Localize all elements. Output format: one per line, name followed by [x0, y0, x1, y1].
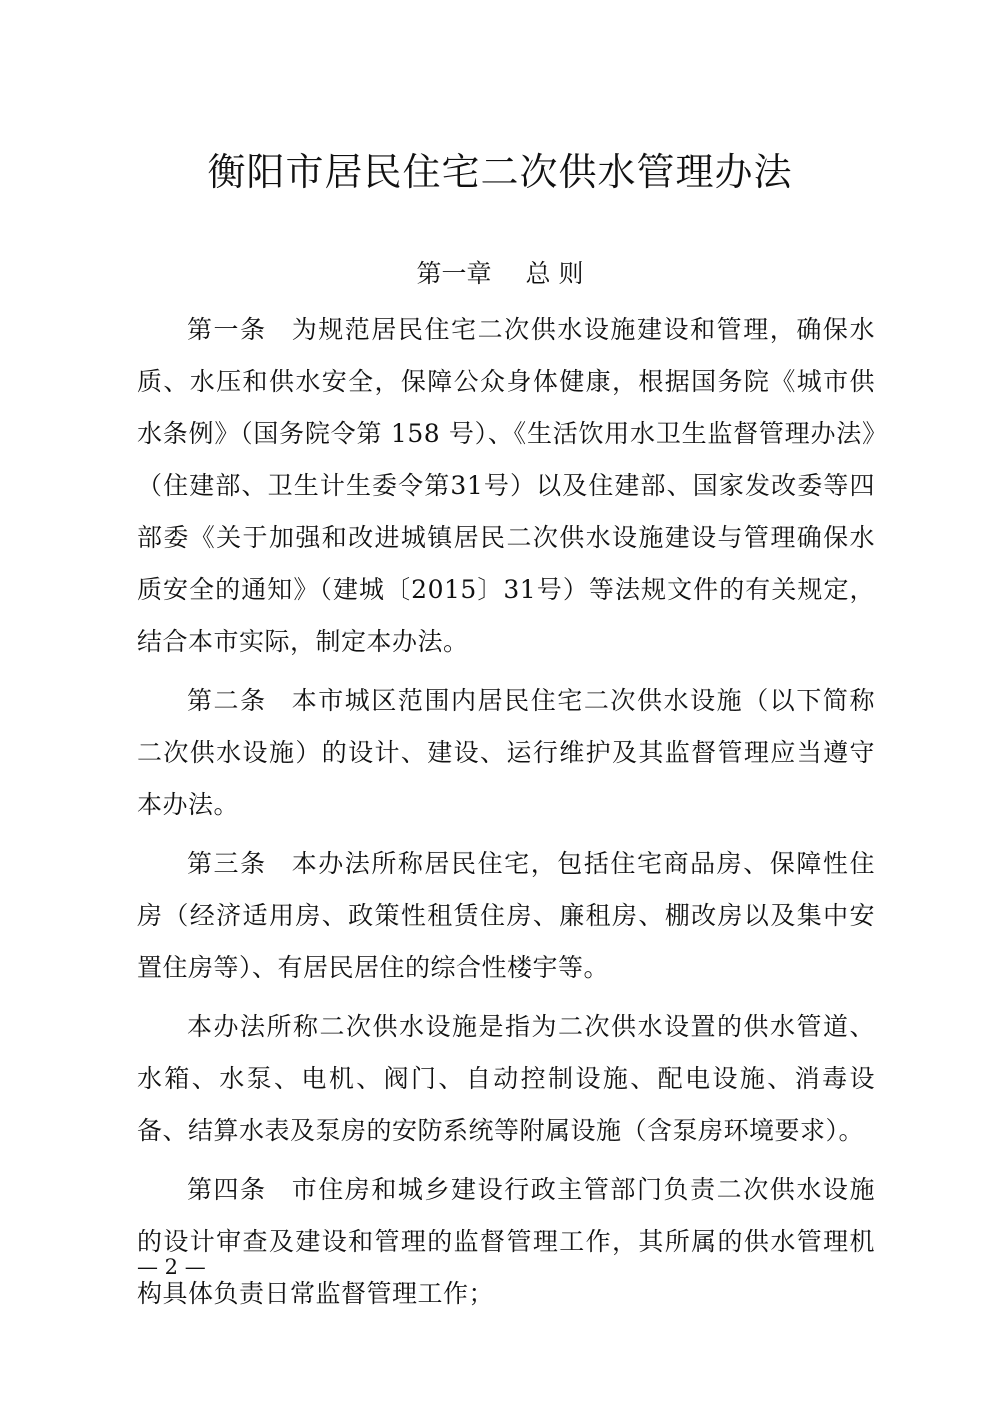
article-4	[137, 1164, 875, 1320]
article-1	[137, 304, 875, 668]
chapter-name: 总 则	[525, 259, 584, 288]
article-lead: 第一条	[187, 315, 267, 344]
article-lead: 第二条	[187, 686, 267, 715]
article-3-paragraph-2	[137, 1001, 875, 1157]
paragraph-text: 本办法所称二次供水设施是指为二次供水设置的供水管道、水箱、水泵、电机、阀门、自动控制设施、配电设施、消毒设备、结算水表及泵房的安防系统等附属设施（含泵房环境要求）。	[137, 1012, 875, 1145]
article-text: 市住房和城乡建设行政主管部门负责二次供水设施的设计审查及建设和管理的监督管理工作，其所属的供水管理机构具体负责日常监督管理工作；	[137, 1175, 875, 1308]
article-lead: 第三条	[187, 849, 267, 878]
article-text: 本办法所称居民住宅，包括住宅商品房、保障性住房（经济适用房、政策性租赁住房、廉租房、棚改房以及集中安置住房等）、有居民居住的综合性楼宇等。	[137, 849, 875, 982]
article-2	[137, 675, 875, 831]
article-text: 本市城区范围内居民住宅二次供水设施（以下简称二次供水设施）的设计、建设、运行维护及其监督管理应当遵守本办法。	[137, 686, 875, 819]
page-number: — 2 —	[137, 1255, 206, 1279]
article-text: 为规范居民住宅二次供水设施建设和管理，确保水质、水压和供水安全，保障公众身体健康，根据国务院《城市供水条例》（国务院令第 158 号）、《生活饮用水卫生监督管理办法》（住建部、卫生计生委令第31号）以及住建部、国家发改委等四部委《关于加强和改进城镇居民二次供水设施建设与管理确保水质安全的通知》（建城〔2015〕31号）等法规文件的有关规定，结合本市实际，制定本办法。	[137, 315, 875, 656]
chapter-heading	[0, 254, 1000, 294]
document-body	[137, 304, 875, 1327]
chapter-number: 第一章	[416, 259, 492, 288]
document-title: 衡阳市居民住宅二次供水管理办法	[207, 150, 793, 194]
article-3	[137, 838, 875, 994]
article-lead: 第四条	[187, 1175, 267, 1204]
